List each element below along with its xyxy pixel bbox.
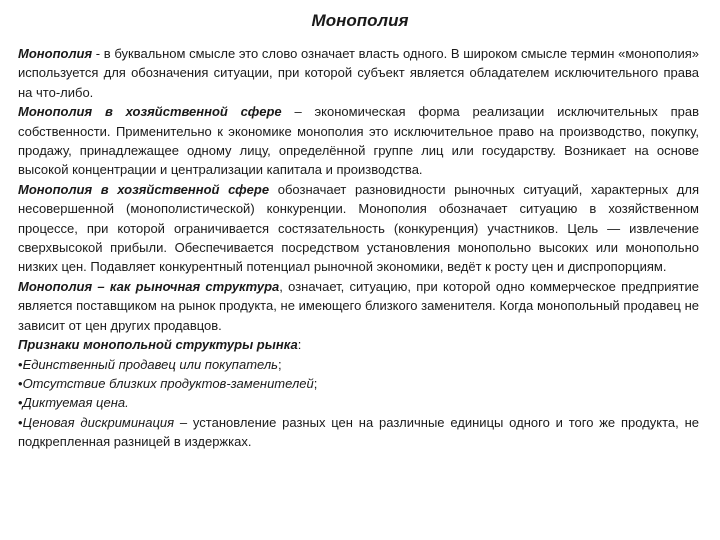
sign-end: ; <box>313 375 318 391</box>
paragraph-definition <box>18 44 699 102</box>
list-item <box>18 413 699 452</box>
paragraph-economic-sphere <box>18 102 699 180</box>
page-title: Монополия <box>311 11 409 30</box>
bullet-marker: • <box>18 395 23 411</box>
paragraph-market-structure <box>18 277 699 335</box>
term-monopoly: Монополия <box>18 46 93 61</box>
sign-end: ; <box>278 356 282 372</box>
paragraph-market-situations <box>18 180 699 277</box>
definition-text: - в буквальном смысле это слово означает власть одного. В широком смысле термин «монополия» используется для обозначения ситуации, при которой субъект является обладателем исключительного права на что-либо. <box>18 46 699 100</box>
term-economic-sphere: Монополия в хозяйственной сфере <box>18 104 282 120</box>
bullet-marker: • <box>18 356 23 372</box>
sign-single-seller: Единственный продавец или покупатель <box>22 356 278 372</box>
term-market-structure: Монополия – как рыночная структура <box>18 278 280 294</box>
sign-dictated-price: Диктуемая цена. <box>22 395 129 411</box>
list-item <box>18 355 699 374</box>
signs-heading <box>18 335 699 354</box>
economic-sphere-text: – экономическая форма реализации исключительных прав собственности. Применительно к экономике монополия это исключительное право на производство, покупку, продажу, принадлежащее одному лицу, определённой группе лиц или государству. Возникает на основе высокой концентрации и централизации капитала и производства. <box>18 104 699 178</box>
term-economic-sphere-2: Монополия в хозяйственной сфере <box>18 181 270 197</box>
signs-heading-text: Признаки монопольной структуры рынка <box>18 337 298 353</box>
sign-price-discrimination: Ценовая дискриминация <box>22 414 175 430</box>
bullet-marker: • <box>18 414 23 430</box>
list-item <box>18 393 699 412</box>
signs-heading-colon: : <box>297 337 302 353</box>
list-item <box>18 374 699 393</box>
market-structure-text: , означает, ситуацию, при которой одно коммерческое предприятие является поставщиком на рынок продукта, не имеющего близкого заменителя. Когда монопольный продавец не зависит от цен других продавцов. <box>18 278 699 333</box>
document-body <box>18 44 699 452</box>
sign-no-substitutes: Отсутствие близких продуктов-заменителей <box>22 375 314 391</box>
bullet-marker: • <box>18 375 23 391</box>
price-discrimination-text: – установление разных цен на различные единицы одного и того же продукта, не подкрепленная разницей в издержках. <box>18 414 699 450</box>
market-situations-text: обозначает разновидности рыночных ситуаций, характерных для несовершенной (монополистической) конкуренции. Монополия обозначает ситуацию в хозяйственном процессе, при которой ограничивается состязательность (конкуренция) участников. Цель — извлечение сверхвысокой прибыли. Обеспечивается посредством установления монопольно высоких или монопольно низких цен. Подавляет конкурентный потенциал рыночной экономики, ведёт к росту цен и диспропорциям. <box>18 181 699 275</box>
